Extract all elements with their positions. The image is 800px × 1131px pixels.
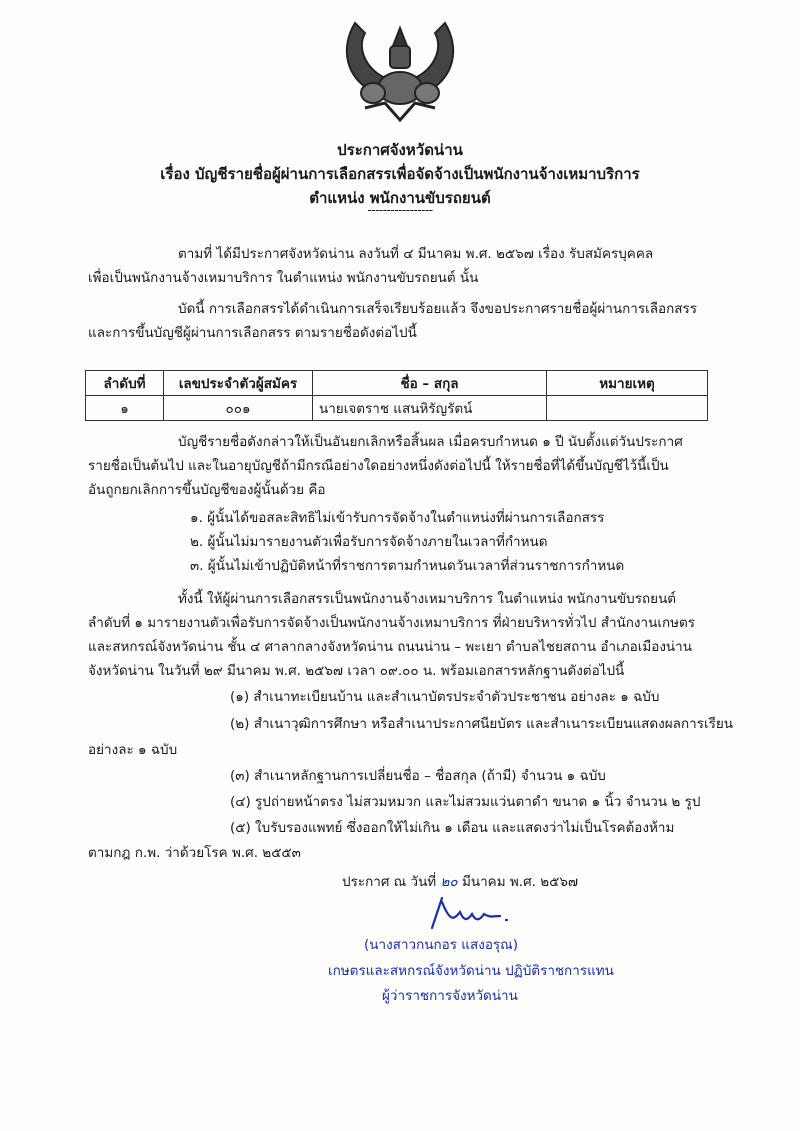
signer-title-2: ผู้ว่าราชการจังหวัดน่าน bbox=[382, 988, 518, 1004]
cell-order: ๑ bbox=[86, 396, 164, 421]
issuer-title: ประกาศจังหวัดน่าน bbox=[337, 141, 463, 159]
signature-icon bbox=[420, 892, 540, 932]
candidate-table bbox=[85, 370, 708, 421]
title-separator: ----------------- bbox=[367, 203, 433, 217]
condition-1: ๑. ผู้นั้นได้ขอสละสิทธิไม่เข้ารับการจัดจ้างในตำแหน่งที่ผ่านการเลือกสรร bbox=[190, 510, 605, 526]
doc-4: (๔) รูปถ่ายหน้าตรง ไม่สวมหมวก และไม่สวมแว่นตาดำ ขนาด ๑ นิ้ว จำนวน ๒ รูป bbox=[230, 794, 701, 810]
col-name: ชื่อ – สกุล bbox=[313, 371, 547, 396]
announced-date bbox=[342, 872, 578, 892]
position-title: ตำแหน่ง พนักงานขับรถยนต์ bbox=[309, 189, 491, 207]
cell-name: นายเจตราช แสนหิรัญรัตน์ bbox=[313, 396, 547, 421]
table-header-row bbox=[86, 371, 708, 396]
doc-2-cont: อย่างละ ๑ ฉบับ bbox=[88, 742, 178, 758]
col-remark: หมายเหตุ bbox=[547, 371, 708, 396]
doc-2: (๒) สำเนาวุฒิการศึกษา หรือสำเนาประกาศนียบัตร และสำเนาระเบียนแสดงผลการเรียน bbox=[230, 716, 733, 732]
cell-remark bbox=[547, 396, 708, 421]
doc-1: (๑) สำเนาทะเบียนบ้าน และสำเนาบัตรประจำตัวประชาชน อย่างละ ๑ ฉบับ bbox=[230, 689, 660, 705]
cell-applicant-id: ๐๐๑ bbox=[164, 396, 313, 421]
subject-title: เรื่อง บัญชีรายชื่อผู้ผ่านการเลือกสรรเพื่อจัดจ้างเป็นพนักงานจ้างเหมาบริการ bbox=[160, 165, 640, 183]
table-row bbox=[86, 396, 708, 421]
report-line4: จังหวัดน่าน ในวันที่ ๒๙ มีนาคม พ.ศ. ๒๕๖๗ เวลา ๐๙.๐๐ น. พร้อมเอกสารหลักฐานดังต่อไปนี้ bbox=[88, 663, 625, 679]
validity-line2: รายชื่อเป็นต้นไป และในอายุบัญชีถ้ามีกรณีอย่างใดอย่างหนึ่งดังต่อไปนี้ ให้รายชื่อที่ได้ขึ้นบัญชีไว้นี้เป็น bbox=[88, 458, 669, 474]
col-order: ลำดับที่ bbox=[86, 371, 164, 396]
condition-2: ๒. ผู้นั้นไม่มารายงานตัวเพื่อรับการจัดจ้างภายในเวลาที่กำหนด bbox=[190, 534, 548, 550]
announced-prefix: ประกาศ ณ วันที่ bbox=[342, 874, 437, 890]
signer-name: (นางสาวกนกอร แสงอรุณ) bbox=[364, 937, 518, 953]
report-line1: ทั้งนี้ ให้ผู้ผ่านการเลือกสรรเป็นพนักงานจ้างเหมาบริการ ในตำแหน่ง พนักงานขับรถยนต์ bbox=[178, 591, 677, 607]
validity-line3: อันถูกยกเลิกการขึ้นบัญชีของผู้นั้นด้วย คือ bbox=[88, 482, 326, 498]
condition-3: ๓. ผู้นั้นไม่เข้าปฏิบัติหน้าที่ราชการตามกำหนดวันเวลาที่ส่วนราชการกำหนด bbox=[190, 558, 625, 574]
intro-p1-line1: ตามที่ ได้มีประกาศจังหวัดน่าน ลงวันที่ ๔ มีนาคม พ.ศ. ๒๕๖๗ เรื่อง รับสมัครบุคคล bbox=[178, 246, 654, 262]
doc-5-cont: ตามกฎ ก.พ. ว่าด้วยโรค พ.ศ. ๒๕๕๓ bbox=[88, 845, 301, 861]
report-line3: และสหกรณ์จังหวัดน่าน ชั้น ๔ ศาลากลางจังหวัดน่าน ถนนน่าน – พะเยา ตำบลไชยสถาน อำเภอเมืองน่าน bbox=[88, 639, 692, 655]
intro-p2-line2: และการขึ้นบัญชีผู้ผ่านการเลือกสรร ตามรายชื่อดังต่อไปนี้ bbox=[88, 325, 417, 341]
doc-5: (๕) ใบรับรองแพทย์ ซึ่งออกให้ไม่เกิน ๑ เดือน และแสดงว่าไม่เป็นโรคต้องห้าม bbox=[230, 820, 675, 836]
report-line2: ลำดับที่ ๑ มารายงานตัวเพื่อรับการจัดจ้างเป็นพนักงานจ้างเหมาบริการ ที่ฝ่ายบริหารทั่วไป สำนักงานเกษตร bbox=[88, 615, 696, 631]
garuda-emblem-icon bbox=[335, 8, 465, 126]
intro-p1-line2: เพื่อเป็นพนักงานจ้างเหมาบริการ ในตำแหน่ง พนักงานขับรถยนต์ นั้น bbox=[88, 270, 479, 286]
signer-title-1: เกษตรและสหกรณ์จังหวัดน่าน ปฏิบัติราชการแทน bbox=[328, 963, 614, 979]
col-applicant-id: เลขประจำตัวผู้สมัคร bbox=[164, 371, 313, 396]
announced-suffix: มีนาคม พ.ศ. ๒๕๖๗ bbox=[461, 874, 579, 890]
doc-3: (๓) สำเนาหลักฐานการเปลี่ยนชื่อ – ชื่อสกุล (ถ้ามี) จำนวน ๑ ฉบับ bbox=[230, 768, 606, 784]
announced-day: ๒๐ bbox=[440, 874, 458, 890]
intro-p2-line1: บัดนี้ การเลือกสรรได้ดำเนินการเสร็จเรียบร้อยแล้ว จึงขอประกาศรายชื่อผู้ผ่านการเลือกสรร bbox=[178, 301, 698, 317]
validity-line1: บัญชีรายชื่อดังกล่าวให้เป็นอันยกเลิกหรือสิ้นผล เมื่อครบกำหนด ๑ ปี นับตั้งแต่วันประกาศ bbox=[178, 434, 683, 450]
